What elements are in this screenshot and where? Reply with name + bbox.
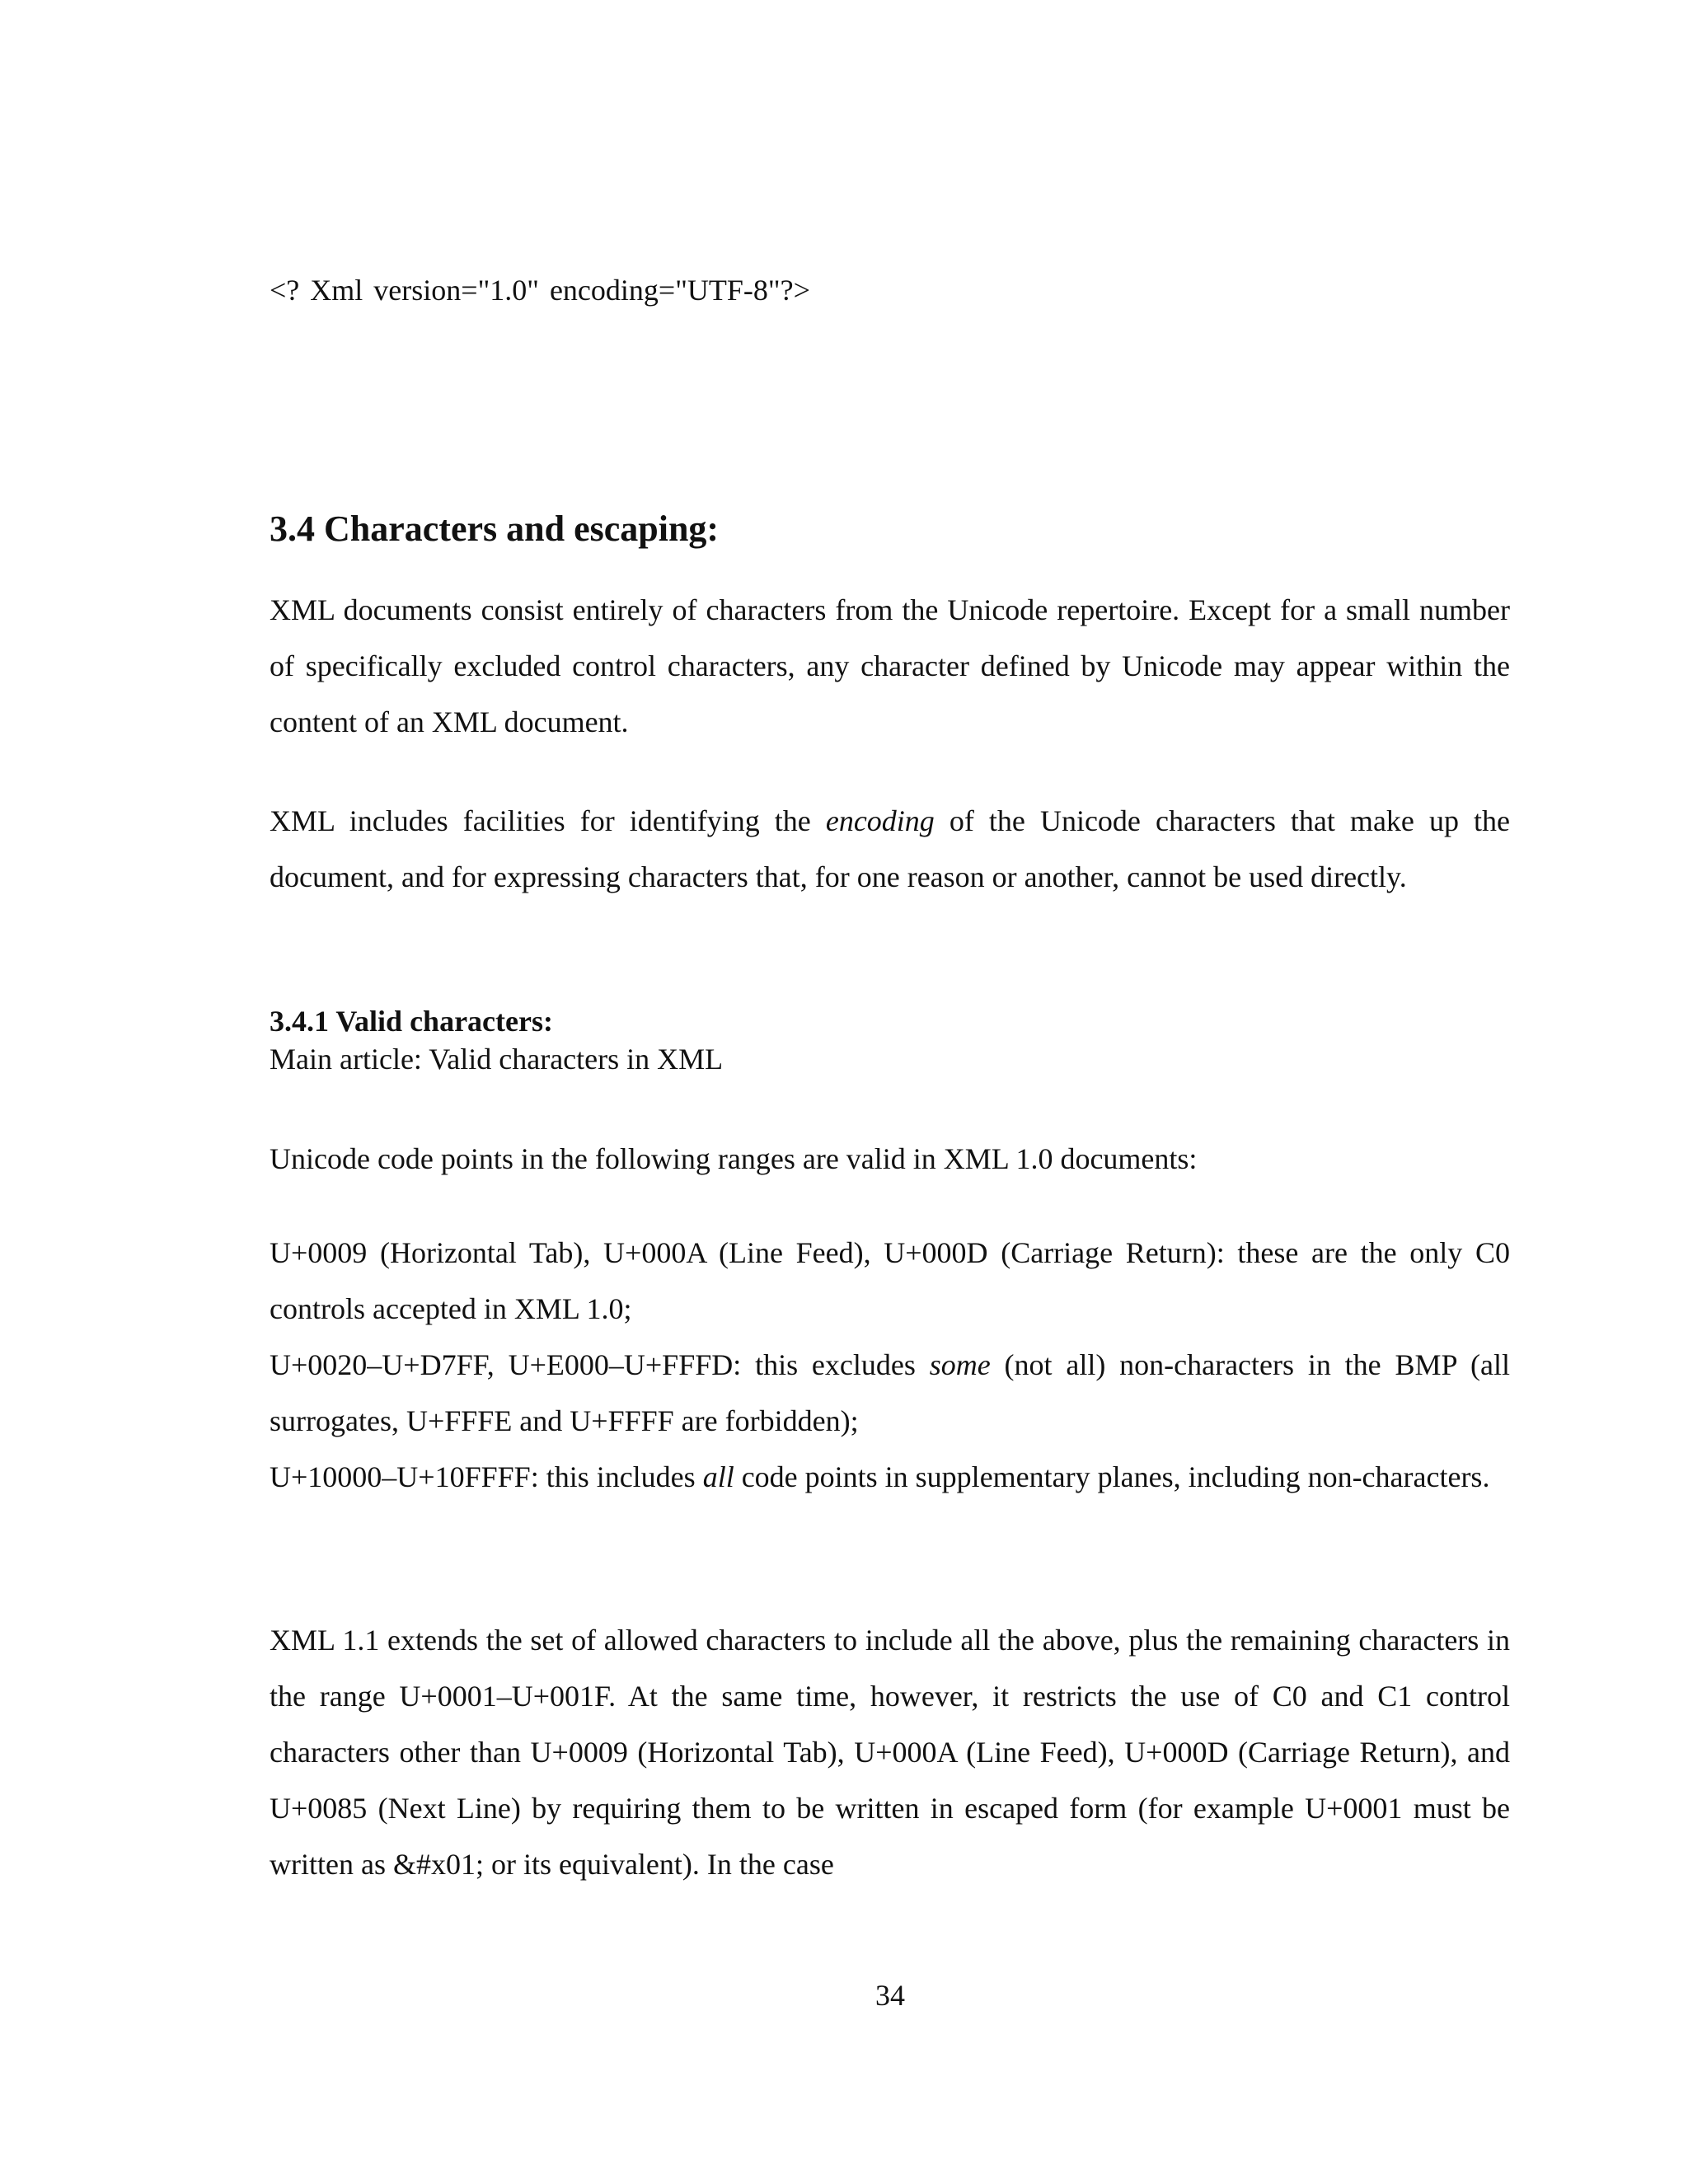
paragraph-encoding-text-a: XML includes facilities for identifying the xyxy=(270,804,826,837)
subsection-heading: 3.4.1 Valid characters: xyxy=(270,1005,553,1038)
range-item-emphasis: all xyxy=(702,1460,734,1493)
paragraph-valid-ranges-intro: Unicode code points in the following ranges are valid in XML 1.0 documents: xyxy=(270,1142,1198,1175)
section-heading: 3.4 Characters and escaping: xyxy=(270,509,720,549)
range-item-text: code points in supplementary planes, including non-characters. xyxy=(734,1460,1490,1493)
xml-declaration: <? Xml version="1.0" encoding="UTF-8"?> xyxy=(270,274,810,307)
range-item xyxy=(270,1449,1510,1505)
range-item-text: U+0020–U+D7FF, U+E000–U+FFFD: this excludes xyxy=(270,1348,930,1381)
paragraph-encoding-text-b: of the Unicode characters that make up the document, and for expressing characters that, for one reason or another, cannot be used directly. xyxy=(270,804,1510,893)
page-number: 34 xyxy=(875,1979,905,2012)
main-article-reference: Main article: Valid characters in XML xyxy=(270,1043,724,1076)
paragraph-unicode-repertoire: XML documents consist entirely of characters from the Unicode repertoire. Except for a small number of specifically excluded control characters, any character defined by Unicode may appear within the content of an XML document. xyxy=(270,593,1510,738)
paragraph-encoding xyxy=(270,793,1510,905)
range-item-emphasis: some xyxy=(929,1348,991,1381)
range-item xyxy=(270,1337,1510,1449)
valid-ranges-list xyxy=(270,1225,1510,1505)
range-item xyxy=(270,1225,1510,1337)
paragraph-xml11: XML 1.1 extends the set of allowed characters to include all the above, plus the remaining characters in the range U+0001–U+001F. At the same time, however, it restricts the use of C0 and C1 control characters other than U+0009 (Horizontal Tab), U+000A (Line Feed), U+000D (Carriage Return), and U+0085 (Next Line) by requiring them to be written in escaped form (for example U+0001 must be written as &#x01; or its equivalent). In the case xyxy=(270,1624,1510,1881)
range-item-text: U+0009 (Horizontal Tab), U+000A (Line Feed), U+000D (Carriage Return): these are the only C0 controls accepted in XML 1.0; xyxy=(270,1236,1510,1325)
range-item-text: (not all) non-characters in the BMP (all surrogates, U+FFFE and U+FFFF are forbidden); xyxy=(270,1348,1510,1437)
paragraph-encoding-emphasis: encoding xyxy=(825,804,935,837)
range-item-text: U+10000–U+10FFFF: this includes xyxy=(270,1460,703,1493)
